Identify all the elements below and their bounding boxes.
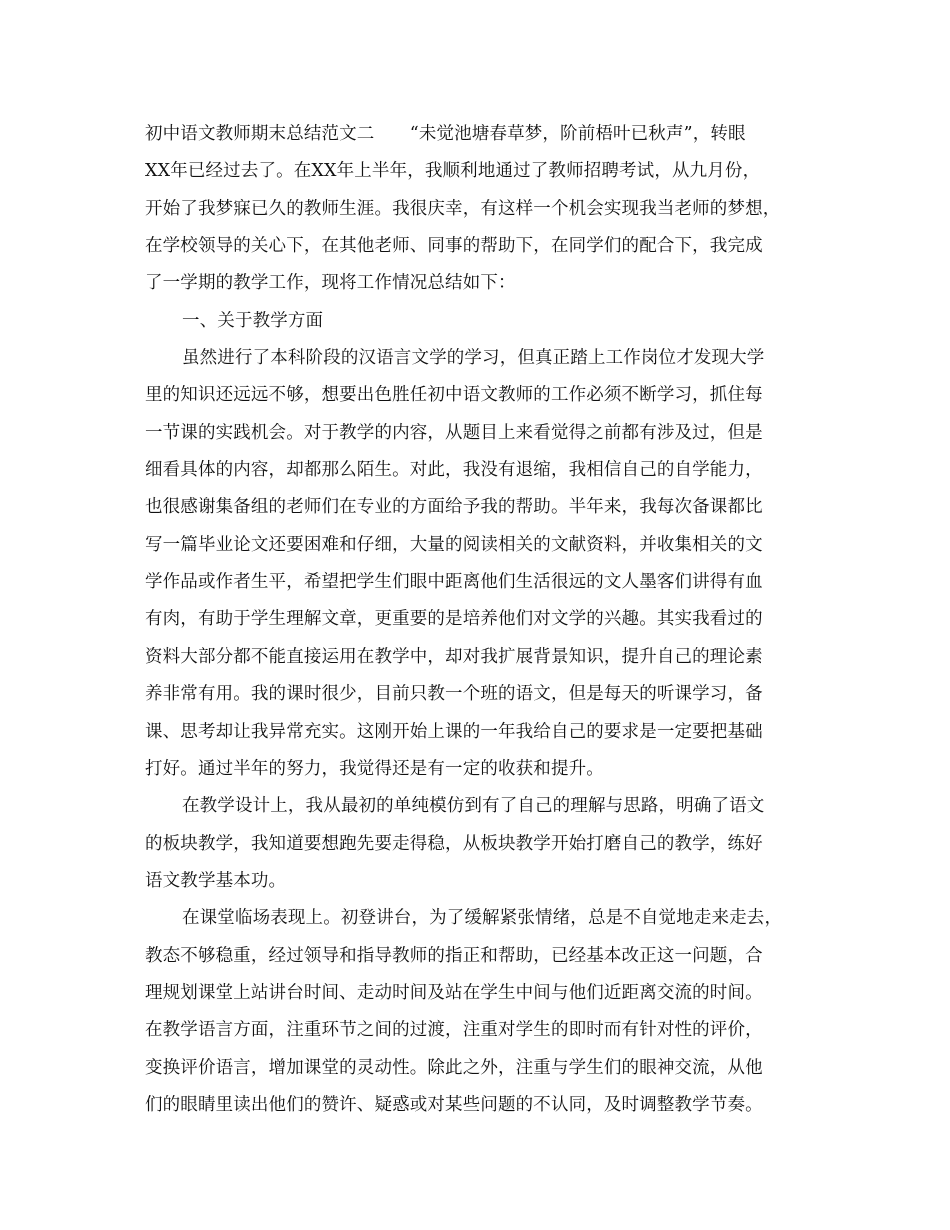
text-line: 学作品或作者生平，希望把学生们眼中距离他们生活很远的文人墨客们讲得有血 xyxy=(145,572,763,593)
text-line: 有肉，有助于学生理解文章，更重要的是培养他们对文学的兴趣。其实我看过的 xyxy=(145,609,763,630)
text-line: 写一篇毕业论文还要困难和仔细，大量的阅读相关的文献资料，并收集相关的文 xyxy=(145,534,763,555)
text-line: 教态不够稳重，经过领导和指导教师的指正和帮助，已经基本改正这一问题，合 xyxy=(145,945,763,966)
text-line: 开始了我梦寐已久的教师生涯。我很庆幸，有这样一个机会实现我当老师的梦想， xyxy=(145,198,781,219)
text-line: 在教学语言方面，注重环节之间的过渡，注重对学生的即时而有针对性的评价， xyxy=(145,1020,763,1041)
text-line: 也很感谢集备组的老师们在专业的方面给予我的帮助。半年来，我每次备课都比 xyxy=(145,497,763,518)
text-line: 变换评价语言，增加课堂的灵动性。除此之外，注重与学生们的眼神交流，从他 xyxy=(145,1057,763,1078)
text-line: 们的眼睛里读出他们的赞许、疑惑或对某些问题的不认同，及时调整教学节奏。 xyxy=(145,1094,763,1115)
text-line: 虽然进行了本科阶段的汉语言文学的学习，但真正踏上工作岗位才发现大学 xyxy=(182,348,765,369)
text-line: 语文教学基本功。 xyxy=(145,870,287,891)
text-line: 在教学设计上，我从最初的单纯模仿到有了自己的理解与思路，明确了语文 xyxy=(182,796,765,817)
text-line: 打好。通过半年的努力，我觉得还是有一定的收获和提升。 xyxy=(145,758,604,779)
text-line: 一、关于教学方面 xyxy=(182,310,324,331)
text-line: XX年已经过去了。在XX年上半年，我顺利地通过了教师招聘考试，从九月份， xyxy=(145,161,761,182)
text-line: 养非常有用。我的课时很少，目前只教一个班的语文，但是每天的听课学习，备 xyxy=(145,684,763,705)
text-line: 一节课的实践机会。对于教学的内容，从题目上来看觉得之前都有涉及过，但是 xyxy=(145,422,763,443)
document-body xyxy=(145,116,810,1124)
text-line: 里的知识还远远不够，想要出色胜任初中语文教师的工作必须不断学习，抓住每 xyxy=(145,385,763,406)
text-line: 的板块教学，我知道要想跑先要走得稳，从板块教学开始打磨自己的教学，练好 xyxy=(145,833,763,854)
text-line: 细看具体的内容，却都那么陌生。对此，我没有退缩，我相信自己的自学能力， xyxy=(145,460,763,481)
text-line: 理规划课堂上站讲台时间、走动时间及站在学生中间与他们近距离交流的时间。 xyxy=(145,982,763,1003)
text-line: 了一学期的教学工作，现将工作情况总结如下： xyxy=(145,273,516,294)
text-line: 课、思考却让我异常充实。这刚开始上课的一年我给自己的要求是一定要把基础 xyxy=(145,721,763,742)
text-line: 资料大部分都不能直接运用在教学中，却对我扩展背景知识，提升自己的理论素 xyxy=(145,646,763,667)
text-line: 初中语文教师期末总结范文二 “未觉池塘春草梦，阶前梧叶已秋声”，转眼 xyxy=(145,124,746,144)
text-line: 在学校领导的关心下，在其他老师、同事的帮助下，在同学们的配合下，我完成 xyxy=(145,236,763,257)
text-line: 在课堂临场表现上。初登讲台，为了缓解紧张情绪，总是不自觉地走来走去， xyxy=(182,908,783,929)
